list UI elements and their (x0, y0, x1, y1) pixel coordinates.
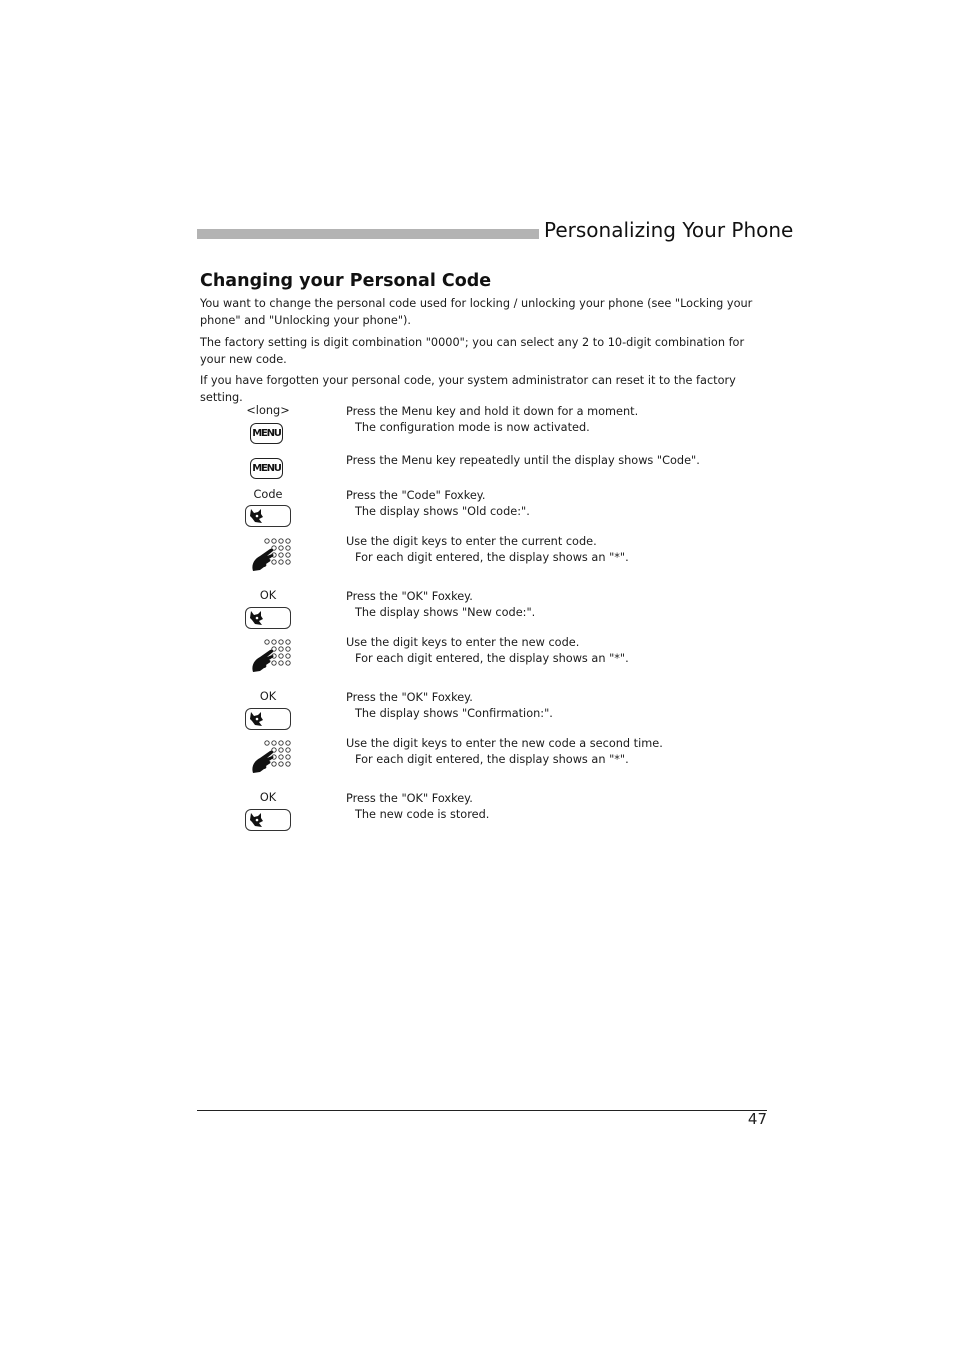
step-result: The display shows "Old code:". (355, 505, 530, 518)
menu-key-icon: MENU (250, 423, 283, 444)
step-label: OK (259, 690, 277, 703)
step-text (346, 589, 535, 621)
step-result: The configuration mode is now activated. (355, 421, 590, 434)
footer-rule (197, 1110, 767, 1111)
step-text (346, 736, 663, 768)
chapter-title: Personalizing Your Phone (544, 218, 794, 242)
step-instruction: Press the Menu key repeatedly until the display shows "Code". (346, 454, 700, 467)
digit-keypad-icon (250, 537, 296, 573)
fox-icon (249, 711, 265, 727)
step-result: For each digit entered, the display shows an "*". (355, 551, 629, 564)
step-result: The new code is stored. (355, 808, 490, 821)
step-instruction: Use the digit keys to enter the current code. (346, 535, 597, 548)
intro-paragraph: The factory setting is digit combination "0000"; you can select any 2 to 10-digit combination for your new code. (200, 336, 745, 366)
foxkey-icon (245, 607, 291, 629)
step-text (346, 534, 629, 566)
foxkey-icon (245, 505, 291, 527)
section-title: Changing your Personal Code (200, 271, 492, 291)
step-instruction: Press the "OK" Foxkey. (346, 792, 473, 805)
step-text (346, 488, 530, 520)
step-instruction: Use the digit keys to enter the new code a second time. (346, 737, 663, 750)
step-text (346, 404, 638, 436)
step-text (346, 791, 489, 823)
step-result: The display shows "Confirmation:". (355, 707, 553, 720)
fox-icon (249, 610, 265, 626)
step-instruction: Press the "Code" Foxkey. (346, 489, 486, 502)
step-label: <long> (246, 404, 290, 417)
step-instruction: Press the "OK" Foxkey. (346, 691, 473, 704)
step-text (346, 453, 700, 469)
step-result: The display shows "New code:". (355, 606, 536, 619)
foxkey-icon (245, 809, 291, 831)
fox-icon (249, 508, 265, 524)
step-label: Code (253, 488, 283, 501)
step-instruction: Press the Menu key and hold it down for a moment. (346, 405, 639, 418)
step-text (346, 635, 629, 667)
digit-keypad-icon (250, 739, 296, 775)
fox-icon (249, 812, 265, 828)
menu-key-icon: MENU (250, 458, 283, 479)
step-label: OK (259, 791, 277, 804)
foxkey-icon (245, 708, 291, 730)
step-instruction: Use the digit keys to enter the new code. (346, 636, 580, 649)
digit-keypad-icon (250, 638, 296, 674)
step-instruction: Press the "OK" Foxkey. (346, 590, 473, 603)
step-result: For each digit entered, the display shows an "*". (355, 753, 629, 766)
step-text (346, 690, 553, 722)
step-result: For each digit entered, the display shows an "*". (355, 652, 629, 665)
page-number: 47 (747, 1110, 767, 1128)
intro-paragraph: If you have forgotten your personal code, your system administrator can reset it to the factory setting. (200, 374, 736, 404)
header-bar (197, 229, 539, 239)
intro-paragraph: You want to change the personal code used for locking / unlocking your phone (see "Locking your phone" and "Unlocking your phone"). (200, 297, 753, 327)
step-label: OK (259, 589, 277, 602)
